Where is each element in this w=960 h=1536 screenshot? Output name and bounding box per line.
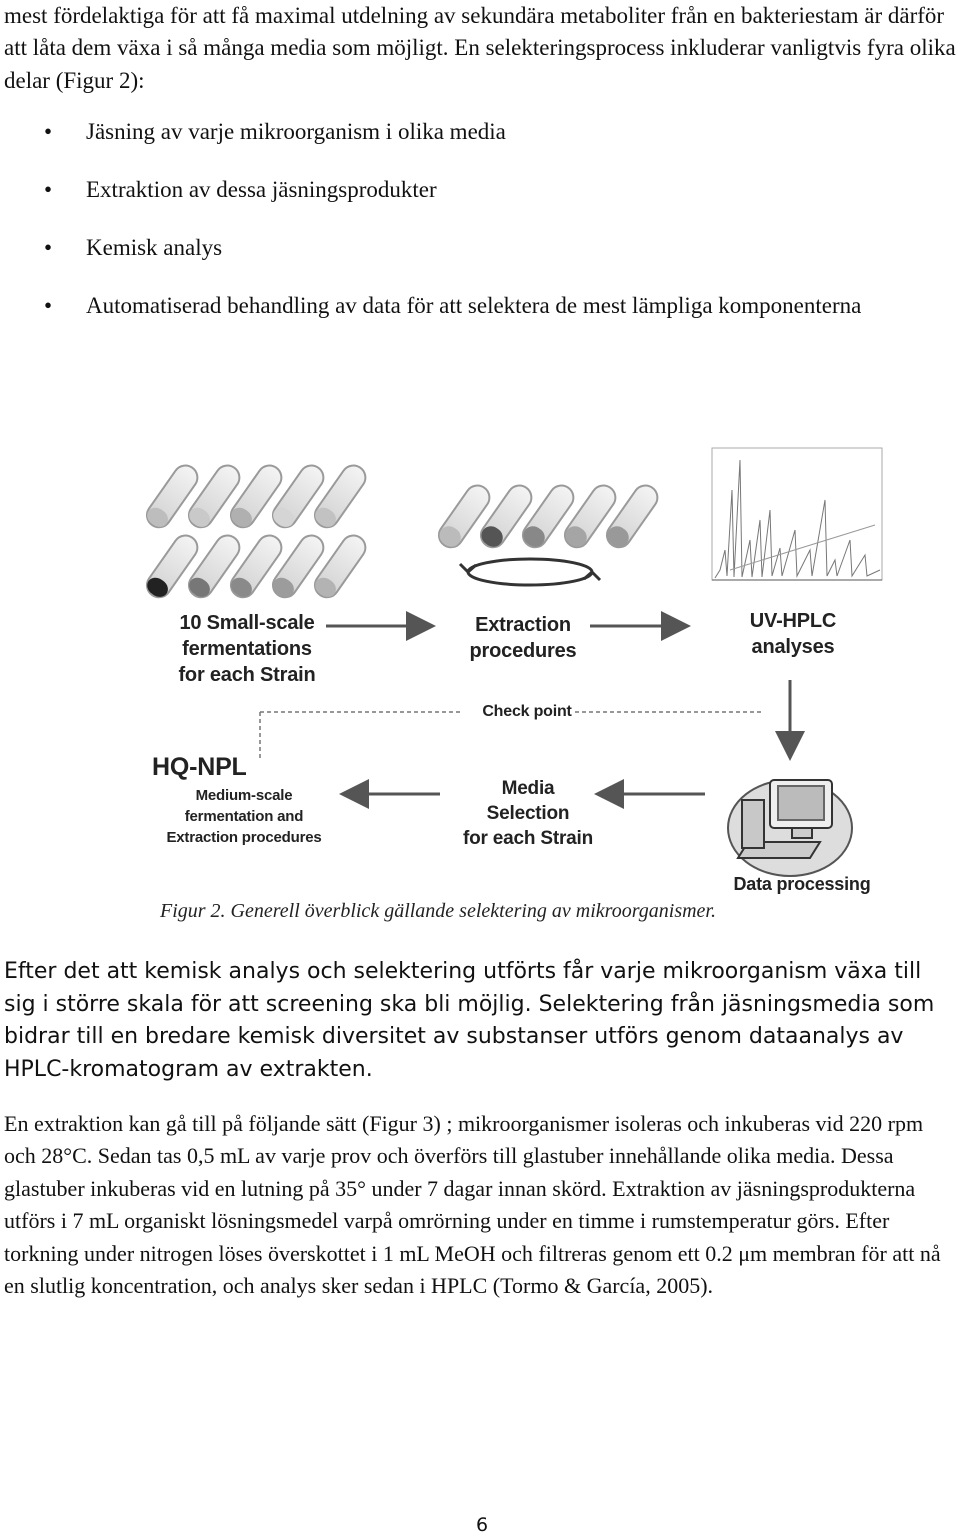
computer-icon bbox=[728, 780, 852, 876]
bullet-item bbox=[44, 174, 924, 206]
bullet-dot: • bbox=[44, 293, 53, 318]
bullet-text: Kemisk analys bbox=[86, 235, 223, 260]
extraction-tubes-icon bbox=[434, 481, 662, 552]
intro-paragraph: mest fördelaktiga för att få maximal utdelning av sekundära metaboliter från en bakteriestam är därför att låta dem växa i så många media som möjligt. En selekteringsprocess inkluderar vanligtvis fyra olika delar (Figur 2): bbox=[4, 3, 956, 93]
bullet-text: Jäsning av varje mikroorganism i olika media bbox=[86, 119, 506, 144]
media-selection-label: Media Selection for each Strain bbox=[462, 778, 594, 849]
workflow-figure bbox=[130, 430, 900, 900]
bullet-item bbox=[44, 116, 924, 148]
bullet-text: Automatiserad behandling av data för att selektera de mest lämpliga komponenterna bbox=[86, 293, 862, 318]
hqnpl-subtitle: Medium-scale fermentation and Extraction procedures bbox=[166, 787, 322, 846]
bullet-dot: • bbox=[44, 235, 53, 260]
fermentations-label: 10 Small-scale fermentations for each Strain bbox=[178, 612, 316, 686]
checkpoint-label: Check point bbox=[482, 703, 572, 720]
bullet-text: Extraktion av dessa jäsningsprodukter bbox=[86, 177, 437, 202]
bullet-dot: • bbox=[44, 119, 53, 144]
uvhplc-label: UV-HPLC analyses bbox=[749, 610, 837, 658]
page-number: 6 bbox=[476, 1514, 489, 1536]
chromatogram-icon bbox=[712, 448, 882, 580]
bullet-list bbox=[44, 116, 924, 348]
hqnpl-title: HQ-NPL bbox=[152, 753, 247, 781]
body-paragraph: Efter det att kemisk analys och selektering utförts får varje mikroorganism växa till sig i större skala för att screening ska bli möjlig. Selektering från jäsningsmedia som bidrar till en bredare kemisk diversitet av substanser utförs genom dataanalys av HPLC-kromatogram av extrakten. bbox=[4, 959, 935, 1082]
bullet-item bbox=[44, 232, 924, 264]
body-paragraph: En extraktion kan gå till på följande sätt (Figur 3) ; mikroorganismer isoleras och inkuberas vid 220 rpm och 28°C. Sedan tas 0,5 mL av varje prov och överförs till glastuber innehållande olika media. Dessa glastuber inkuberas vid en lutning på 35° under 7 dagar innan skörd. Extraktion av jäsningsprodukterna utförs i 7 mL organiskt lösningsmedel varpå omrörning under en timme i rumstemperatur görs. Efter torkning under nitrogen löses överskottet i 1 mL MeOH och filtreras genom ett 0.2 μm membran för att nå en slutlig koncentration, och analys sker sedan i HPLC (Tormo & García, 2005). bbox=[4, 1111, 941, 1299]
fermentation-tubes-icon bbox=[142, 461, 370, 602]
rotation-arrow-icon bbox=[460, 559, 600, 585]
bullet-item bbox=[44, 290, 924, 322]
figure-caption: Figur 2. Generell överblick gällande selektering av mikroorganismer. bbox=[160, 900, 716, 922]
extraction-label: Extraction procedures bbox=[469, 614, 577, 662]
bullet-dot: • bbox=[44, 177, 53, 202]
data-processing-label: Data processing bbox=[733, 874, 871, 894]
